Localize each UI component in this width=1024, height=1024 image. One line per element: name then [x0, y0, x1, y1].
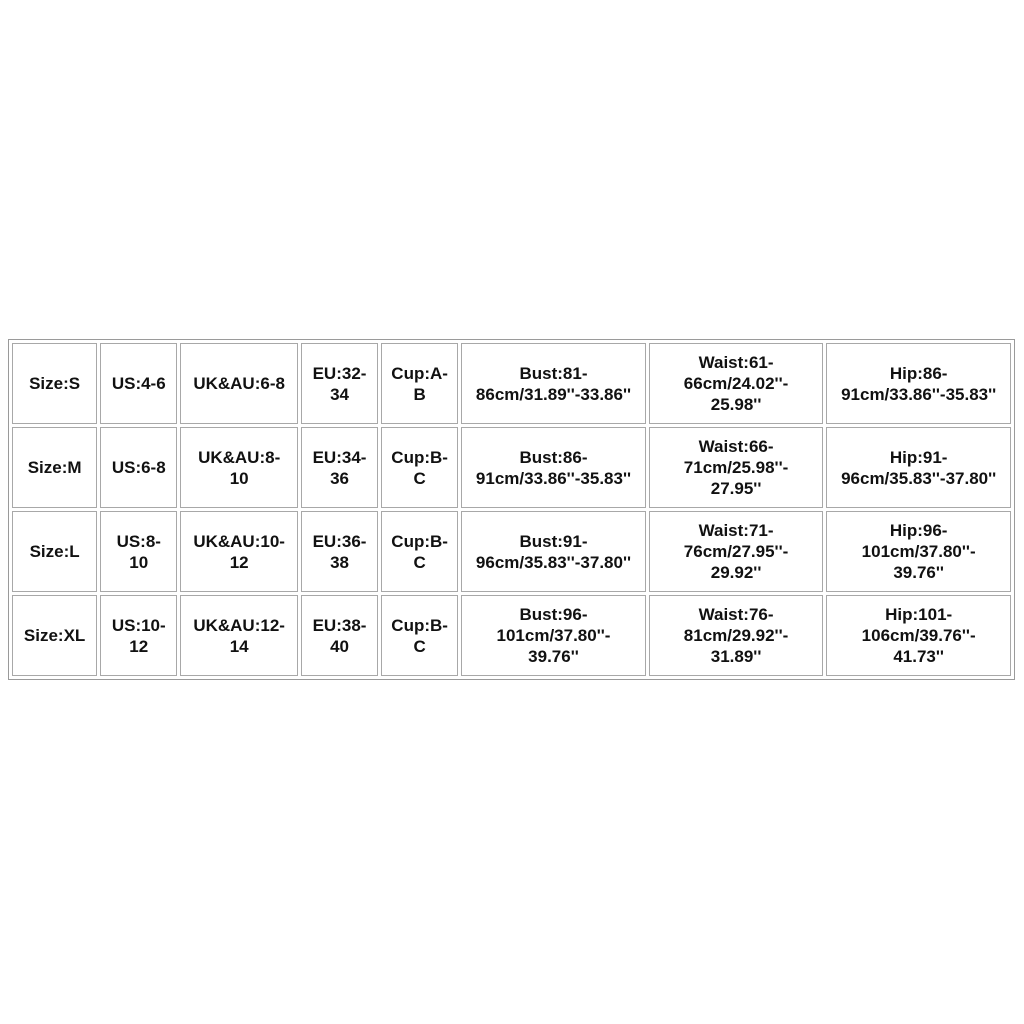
- eu-size-cell: [301, 511, 378, 592]
- bust-measure-cell-line: Bust:91-: [519, 531, 588, 551]
- uk-au-size-cell: [180, 343, 298, 424]
- eu-size-cell-line: 36: [330, 468, 349, 488]
- us-size-cell: [100, 343, 177, 424]
- cup-size-cell-line: Cup:A-: [391, 363, 448, 383]
- us-size-cell: [100, 595, 177, 676]
- uk-au-size-cell-line: 14: [229, 636, 249, 656]
- eu-size-cell-line: EU:32-: [312, 363, 367, 383]
- size-cell-label: Size:M: [27, 458, 82, 477]
- bust-measure-cell-line: 91cm/33.86''-35.83'': [475, 468, 632, 488]
- size-cell: [12, 595, 97, 676]
- bust-measure-cell: [461, 511, 646, 592]
- cup-size-cell-line: Cup:B-: [391, 447, 448, 467]
- uk-au-size-cell: [180, 427, 298, 508]
- size-row: [12, 595, 1011, 676]
- eu-size-cell-line: 34: [330, 384, 349, 404]
- uk-au-size-cell-line: UK&AU:6-8: [193, 374, 285, 393]
- eu-size-cell-line: 38: [330, 552, 349, 572]
- size-cell-label: Size:XL: [23, 626, 86, 645]
- eu-size-cell: [301, 595, 378, 676]
- hip-measure-cell-line: Hip:101-: [885, 605, 953, 624]
- bust-measure-cell-line: Bust:96-: [519, 605, 588, 624]
- waist-measure-cell-line: 81cm/29.92''-: [683, 626, 789, 645]
- us-size-cell-line: US:10-: [111, 615, 166, 635]
- us-size-cell-line: US:4-6: [111, 374, 166, 393]
- cup-size-cell-line: Cup:B-: [391, 615, 448, 635]
- eu-size-cell-line: EU:38-: [312, 615, 367, 635]
- uk-au-size-cell-line: UK&AU:8-: [198, 447, 281, 467]
- cup-size-cell-line: B: [413, 384, 426, 404]
- uk-au-size-cell-line: 12: [229, 552, 249, 572]
- waist-measure-cell-line: Waist:71-: [698, 521, 774, 540]
- us-size-cell-line: 10: [129, 552, 149, 572]
- uk-au-size-cell-line: UK&AU:12-: [193, 615, 285, 635]
- waist-measure-cell-line: 31.89'': [710, 647, 762, 666]
- size-cell: [12, 511, 97, 592]
- hip-measure-cell: [826, 595, 1011, 676]
- eu-size-cell-line: EU:36-: [312, 531, 367, 551]
- hip-measure-cell-line: Hip:96-: [889, 521, 948, 540]
- hip-measure-cell-line: 101cm/37.80''-: [861, 542, 976, 561]
- size-cell-label: Size:L: [29, 542, 80, 561]
- eu-size-cell: [301, 427, 378, 508]
- waist-measure-cell: [649, 427, 823, 508]
- waist-measure-cell-line: 66cm/24.02''-: [683, 374, 789, 393]
- us-size-cell: [100, 427, 177, 508]
- hip-measure-cell-line: 39.76'': [893, 563, 944, 582]
- size-row: [12, 343, 1011, 424]
- size-cell: [12, 427, 97, 508]
- cup-size-cell: [381, 595, 458, 676]
- cup-size-cell-line: C: [413, 552, 426, 572]
- size-chart-table: [8, 339, 1015, 680]
- bust-measure-cell-line: 86cm/31.89''-33.86'': [475, 384, 632, 404]
- size-chart-body: [12, 343, 1011, 676]
- cup-size-cell-line: C: [413, 636, 426, 656]
- eu-size-cell-line: EU:34-: [312, 447, 367, 467]
- waist-measure-cell-line: Waist:76-: [698, 605, 774, 624]
- waist-measure-cell-line: 27.95'': [710, 479, 762, 498]
- waist-measure-cell-line: 29.92'': [710, 563, 762, 582]
- waist-measure-cell-line: Waist:66-: [698, 437, 774, 456]
- uk-au-size-cell-line: UK&AU:10-: [193, 531, 285, 551]
- cup-size-cell: [381, 343, 458, 424]
- bust-measure-cell-line: 101cm/37.80''-: [496, 626, 611, 645]
- uk-au-size-cell-line: 10: [229, 468, 249, 488]
- cup-size-cell: [381, 427, 458, 508]
- bust-measure-cell: [461, 427, 646, 508]
- bust-measure-cell-line: 39.76'': [528, 647, 579, 666]
- waist-measure-cell-line: Waist:61-: [698, 353, 774, 372]
- hip-measure-cell: [826, 511, 1011, 592]
- waist-measure-cell: [649, 595, 823, 676]
- hip-measure-cell-line: Hip:86-: [889, 363, 948, 383]
- us-size-cell: [100, 511, 177, 592]
- hip-measure-cell-line: Hip:91-: [889, 447, 948, 467]
- cup-size-cell-line: C: [413, 468, 426, 488]
- cup-size-cell-line: Cup:B-: [391, 531, 448, 551]
- uk-au-size-cell: [180, 595, 298, 676]
- size-row: [12, 427, 1011, 508]
- us-size-cell-line: US:6-8: [111, 458, 166, 477]
- hip-measure-cell-line: 106cm/39.76''-: [861, 626, 976, 645]
- waist-measure-cell: [649, 343, 823, 424]
- hip-measure-cell: [826, 343, 1011, 424]
- eu-size-cell: [301, 343, 378, 424]
- waist-measure-cell: [649, 511, 823, 592]
- hip-measure-cell-line: 96cm/35.83''-37.80'': [841, 468, 997, 488]
- waist-measure-cell-line: 76cm/27.95''-: [683, 542, 789, 561]
- waist-measure-cell-line: 25.98'': [710, 395, 762, 414]
- us-size-cell-line: 12: [129, 636, 149, 656]
- size-cell-label: Size:S: [29, 374, 81, 393]
- bust-measure-cell-line: Bust:86-: [519, 447, 588, 467]
- bust-measure-cell: [461, 595, 646, 676]
- bust-measure-cell-line: Bust:81-: [519, 363, 588, 383]
- hip-measure-cell-line: 91cm/33.86''-35.83'': [841, 384, 997, 404]
- size-cell: [12, 343, 97, 424]
- hip-measure-cell-line: 41.73'': [893, 647, 944, 666]
- eu-size-cell-line: 40: [330, 636, 349, 656]
- waist-measure-cell-line: 71cm/25.98''-: [683, 458, 789, 477]
- size-row: [12, 511, 1011, 592]
- bust-measure-cell: [461, 343, 646, 424]
- cup-size-cell: [381, 511, 458, 592]
- uk-au-size-cell: [180, 511, 298, 592]
- bust-measure-cell-line: 96cm/35.83''-37.80'': [475, 552, 632, 572]
- us-size-cell-line: US:8-: [116, 531, 161, 551]
- hip-measure-cell: [826, 427, 1011, 508]
